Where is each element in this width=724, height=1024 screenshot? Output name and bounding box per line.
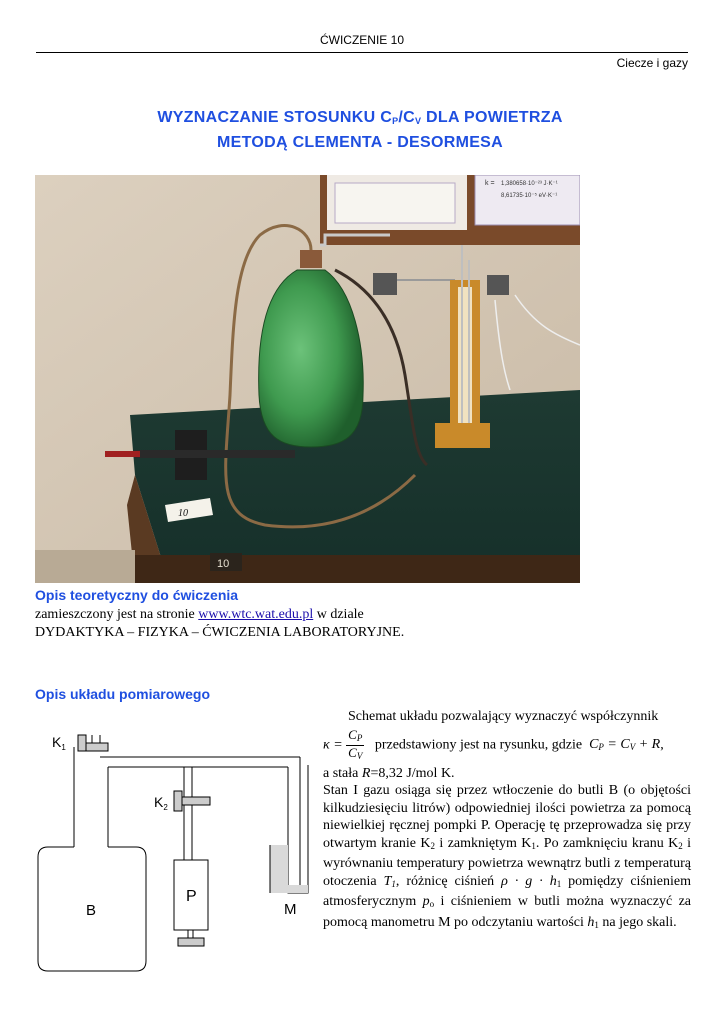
- category-label: Ciecze i gazy: [616, 56, 688, 70]
- desc-constant-line: a stała R=8,32 J/mol K.: [323, 765, 455, 781]
- title-subscript: V: [414, 116, 422, 126]
- frac-denominator-sub: V: [356, 750, 363, 761]
- tap-k1-handle: [78, 735, 86, 751]
- exercise-header: ĆWICZENIE 10: [319, 33, 404, 47]
- theory-text: zamieszczony jest na stronie: [35, 607, 199, 622]
- table-label-number: 10: [217, 558, 230, 570]
- wtc-link[interactable]: www.wtc.wat.edu.pl: [198, 607, 314, 622]
- header-divider: [36, 52, 688, 53]
- desc-formula-line: [323, 728, 691, 763]
- comma: ,: [660, 737, 664, 753]
- setup-diagram: [30, 725, 330, 975]
- title-part: WYZNACZANIE STOSUNKU C: [157, 109, 393, 126]
- theory-text: w dziale: [313, 607, 364, 622]
- section-heading-theory: Opis teoretyczny do ćwiczenia: [35, 587, 239, 603]
- poster-constant-2: 8,61735·10⁻⁵ eV·K⁻¹: [501, 193, 558, 199]
- theory-text-line2: DYDAKTYKA – FIZYKA – ĆWICZENIA LABORATORYJNE.: [35, 625, 405, 640]
- tap-k2-handle: [174, 791, 182, 811]
- title-subscript: P: [392, 116, 399, 126]
- table-card-number: 10: [178, 508, 188, 519]
- kappa-symbol: κ =: [323, 737, 343, 753]
- label-pump-p: P: [186, 888, 197, 905]
- page-title: [60, 107, 660, 153]
- label-k1: $K_1$: [52, 734, 66, 752]
- poster-k: k =: [485, 180, 495, 187]
- title-line-2: METODĄ CLEMENTA - DESORMESA: [216, 134, 504, 151]
- desc-paragraph-2: Stan I gazu osiąga się przez wtłoczenie do butli B (o objętości kilkudziesięciu litrów) odpowiedniej ilości powietrza za pomocą niewielkiej ręcznej pompki P. Operację tę przeprowadza się przy otwartym kranie K2 i zamkniętym K1. Po zamknięciu kranu K2 i wyrównaniu temperatury powietrza wewnątrz butli z temperaturą otoczenia T1, różnicę ciśnień ρ · g · h1 pomiędzy ciśnieniem atmosferycznym po i ciśnieniem w butli można wyznaczyć za pomocą manometru M po odczytaniu wartości h1 na jego skali.: [323, 783, 692, 930]
- title-part: /C: [398, 109, 415, 126]
- desc-line-2: przedstawiony jest na rysunku, gdzie: [374, 737, 583, 753]
- frac-numerator-sub: P: [356, 732, 363, 743]
- apparatus-photo: [35, 175, 580, 583]
- label-k2: $K_2$: [154, 794, 168, 812]
- cp-equation: CP = CV + R: [589, 737, 661, 753]
- pump-handle: [178, 938, 204, 946]
- label-manometer-m: M: [284, 901, 297, 918]
- setup-description: [323, 708, 691, 934]
- frac-denominator: C: [348, 744, 357, 760]
- manometer-liquid-left: [270, 845, 288, 893]
- poster-constant-1: 1,380658·10⁻²³ J·K⁻¹: [501, 181, 558, 187]
- theory-paragraph: [35, 606, 404, 642]
- tap-k2: [178, 797, 210, 805]
- frac-numerator: C: [348, 726, 357, 742]
- label-bottle-b: B: [86, 902, 97, 919]
- desc-line-1: Schemat układu pozwalający wyznaczyć współczynnik: [348, 709, 659, 724]
- manometer-liquid-bottom: [288, 885, 308, 893]
- title-part: DLA POWIETRZA: [421, 109, 563, 126]
- kappa-fraction: [346, 728, 364, 763]
- section-heading-setup: Opis układu pomiarowego: [35, 686, 211, 702]
